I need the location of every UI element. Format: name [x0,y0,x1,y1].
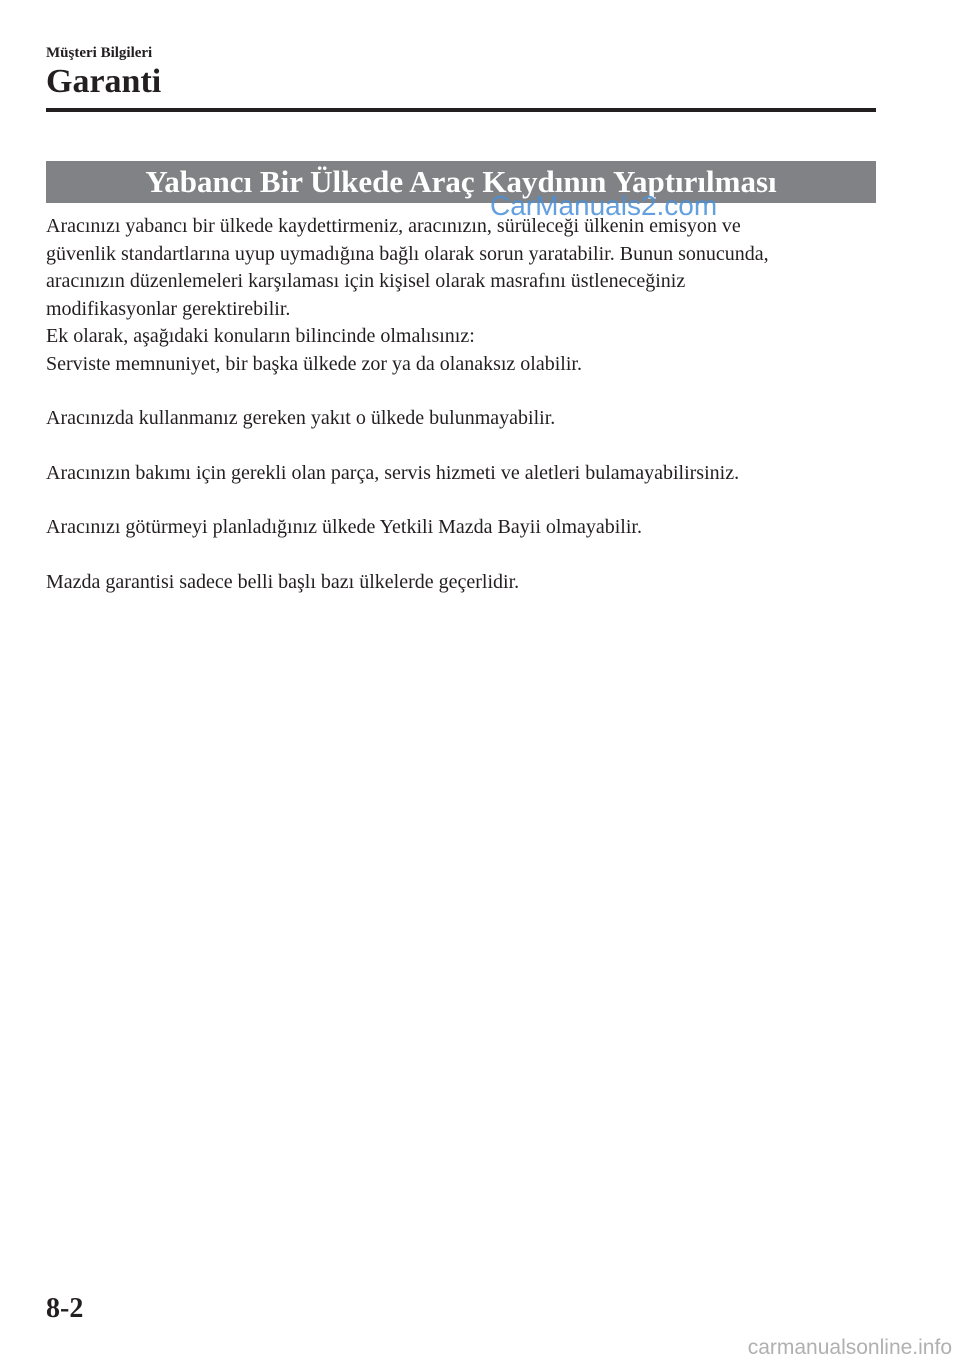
point-fuel: Aracınızda kullanmanız gereken yakıt o ülkede bulunmayabilir. [46,407,556,429]
watermark-top: CarManuals2.com [490,190,718,221]
page-number: 8-2 [46,1293,84,1324]
intro-line-6: Serviste memnuniyet, bir başka ülkede zor ya da olanaksız olabilir. [46,352,582,375]
section-heading: Yabancı Bir Ülkede Araç Kaydının Yaptırılması [145,164,777,199]
intro-line-5: Ek olarak, aşağıdaki konuların bilincinde olmalısınız: [46,325,475,347]
intro-line-4: modifikasyonlar gerektirebilir. [46,297,291,320]
section-label: Müşteri Bilgileri [46,45,153,61]
point-warranty: Mazda garantisi sadece belli başlı bazı ülkelerde geçerlidir. [46,570,520,593]
intro-line-2: güvenlik standartlarına uyup uymadığına bağlı olarak sorun yaratabilir. Bunun sonucunda, [46,242,769,265]
chapter-title: Garanti [46,63,162,100]
point-dealer: Aracınızı götürmeyi planladığınız ülkede Yetkili Mazda Bayii olmayabilir. [46,516,642,538]
point-parts: Aracınızın bakımı için gerekli olan parça, servis hizmeti ve aletleri bulamayabilirsiniz. [46,461,740,484]
intro-line-3: aracınızın düzenlemeleri karşılaması için kişisel olarak masrafını üstleneceğiniz [46,270,686,292]
intro-line-1: Aracınızı yabancı bir ülkede kaydettirmeniz, aracınızın, sürüleceği ülkenin emisyon ve [46,215,741,237]
watermark-bottom: carmanualsonline.info [747,1336,952,1359]
body-text [46,213,876,596]
header-rule [46,108,876,112]
section-heading-bar [46,161,876,203]
